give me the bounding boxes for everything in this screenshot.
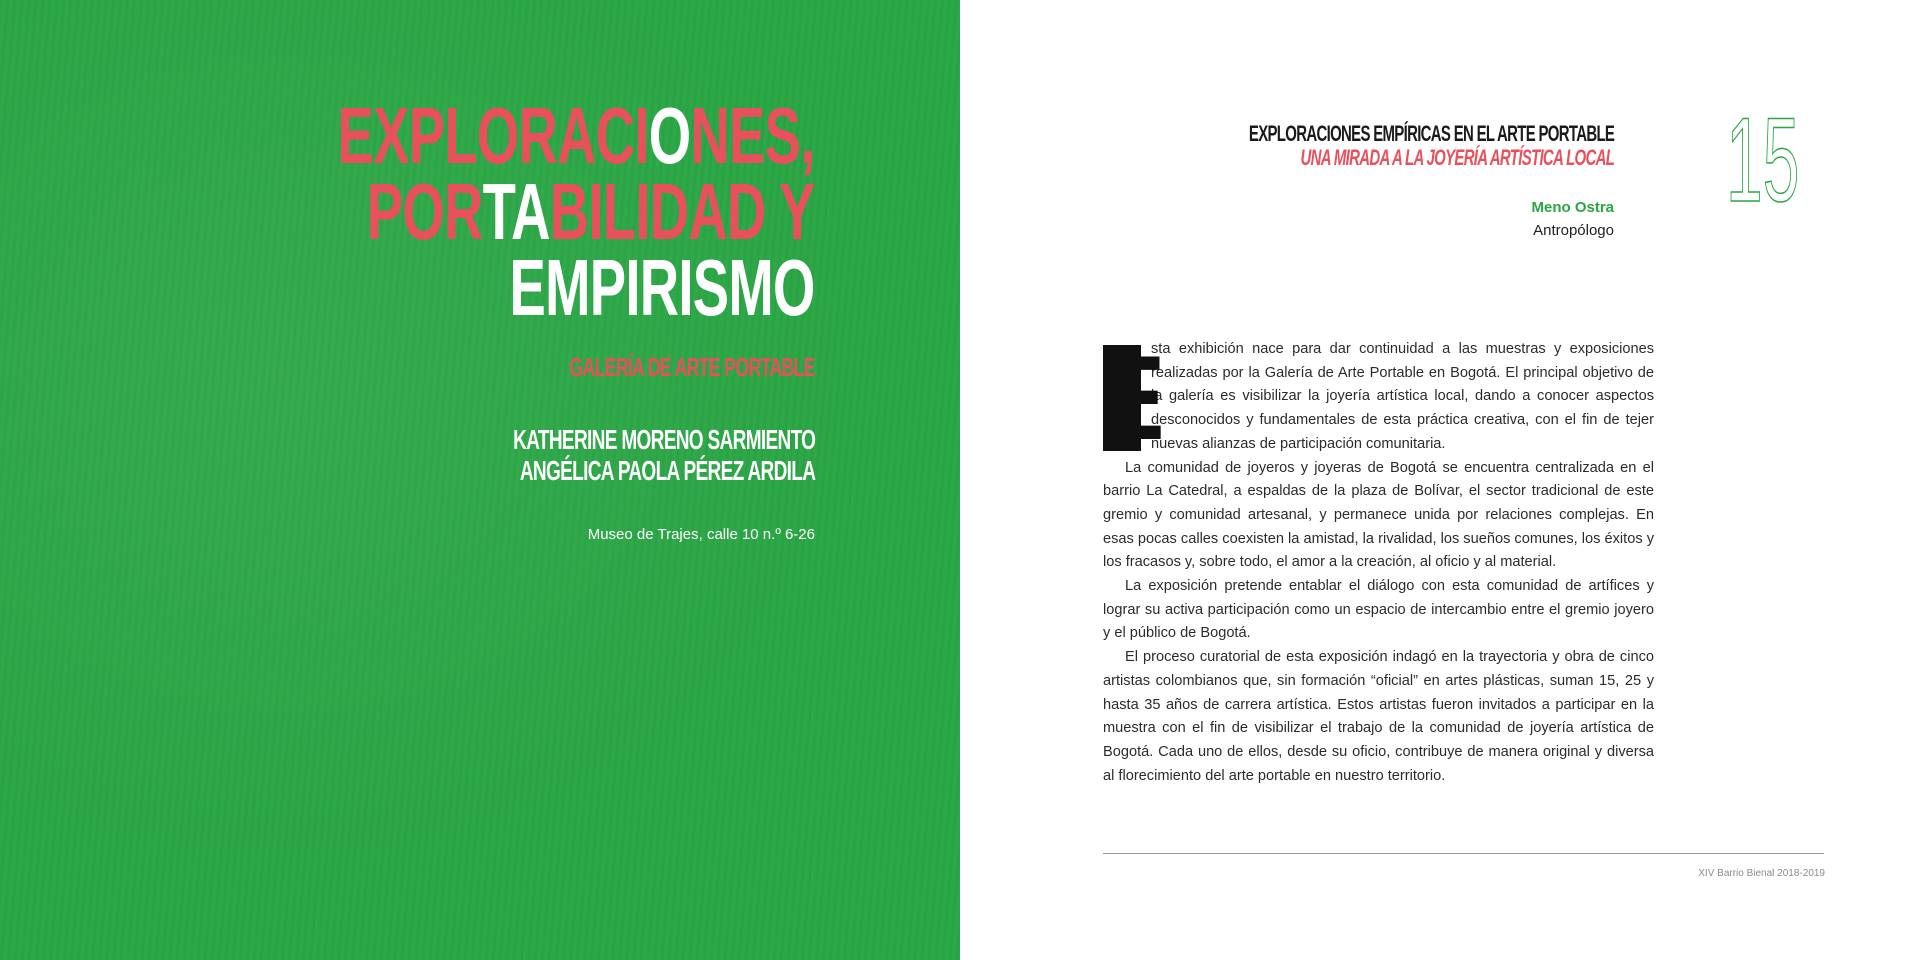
article-title: EXPLORACIONES EMPÍRICAS EN EL ARTE PORTABLE [1248,121,1614,146]
paragraph-1 [1103,331,1654,465]
cover-title-line-3 [338,243,815,332]
article-body [1103,331,1654,788]
title-segment-highlight: TA [482,167,551,256]
title-segment: NES, [690,91,815,180]
footer-divider [1103,853,1824,854]
title-segment-highlight: O [649,91,691,180]
cover-title-line-1 [337,91,815,180]
article-author-name: Meno Ostra [1531,199,1614,216]
author-1: KATHERINE MORENO SARMIENTO [512,424,815,455]
article-subtitle: UNA MIRADA A LA JOYERÍA ARTÍSTICA LOCAL [1300,145,1614,170]
paragraph-3: La exposición pretende entablar el diálogo con esta comunidad de artífices y lograr su activa participación como un espacio de intercambio entre el gremio joyero y el público de Bogotá. [1103,578,1654,642]
title-segment: EXPLORACI [337,91,650,180]
title-segment: BILIDAD Y [550,167,815,256]
title-segment: POR [367,167,483,256]
paragraph-4: El proceso curatorial de esta exposición indagó en la trayectoria y obra de cinco artistas colombianos que, sin formación “oficial” en artes plásticas, suman 15, 25 y hasta 35 años de carrera artística. Estos artistas fueron invitados a participar en la muestra con el fin de visibilizar el trabajo de la comunidad de joyería artística de Bogotá. Cada uno de ellos, desde su oficio, contribuye de manera original y diversa al florecimiento del arte portable en nuestro territorio. [1103,649,1654,784]
article-header [1077,122,1614,170]
gallery-name: GALERÍA DE ARTE PORTABLE [569,352,815,382]
paragraph-2: La comunidad de joyeros y joyeras de Bogotá se encuentra centralizada en el barrio La Catedral, a espaldas de la plaza de Bolívar, el sector tradicional de este gremio y comunidad artesanal, y permanece unida por relaciones complejas. En esas pocas calles coexisten la amistad, la rivalidad, los sueños comunes, los éxitos y los fracasos y, sobre todo, el amor a la creación, al oficio y al material. [1103,459,1654,571]
page-number: 15 [1726,93,1800,227]
author-2: ANGÉLICA PAOLA PÉREZ ARDILA [519,455,815,486]
drop-cap-letter: E [1123,331,1164,465]
drop-cap [1103,331,1164,465]
paragraph-text: sta exhibición nace para dar continuidad a las muestras y exposiciones realizadas por la Galería de Arte Portable en Bogotá. El principal objetivo de la galería es visibilizar la joyería artística local, dando a conocer aspectos desconocidos y fundamentales de esta práctica creativa, con el fin de tejer nuevas alianzas de participación comunitaria. [1151,341,1654,452]
footer-text: XIV Barrio Bienal 2018-2019 [1698,868,1825,879]
cover-authors [371,424,815,486]
venue-address: Museo de Trajes, calle 10 n.º 6-26 [587,526,815,543]
article-author-role: Antropólogo [1533,222,1614,239]
cover-title-line-2 [338,167,815,256]
cover-title [113,91,815,332]
title-segment-highlight: EMPIRISMO [509,243,815,332]
